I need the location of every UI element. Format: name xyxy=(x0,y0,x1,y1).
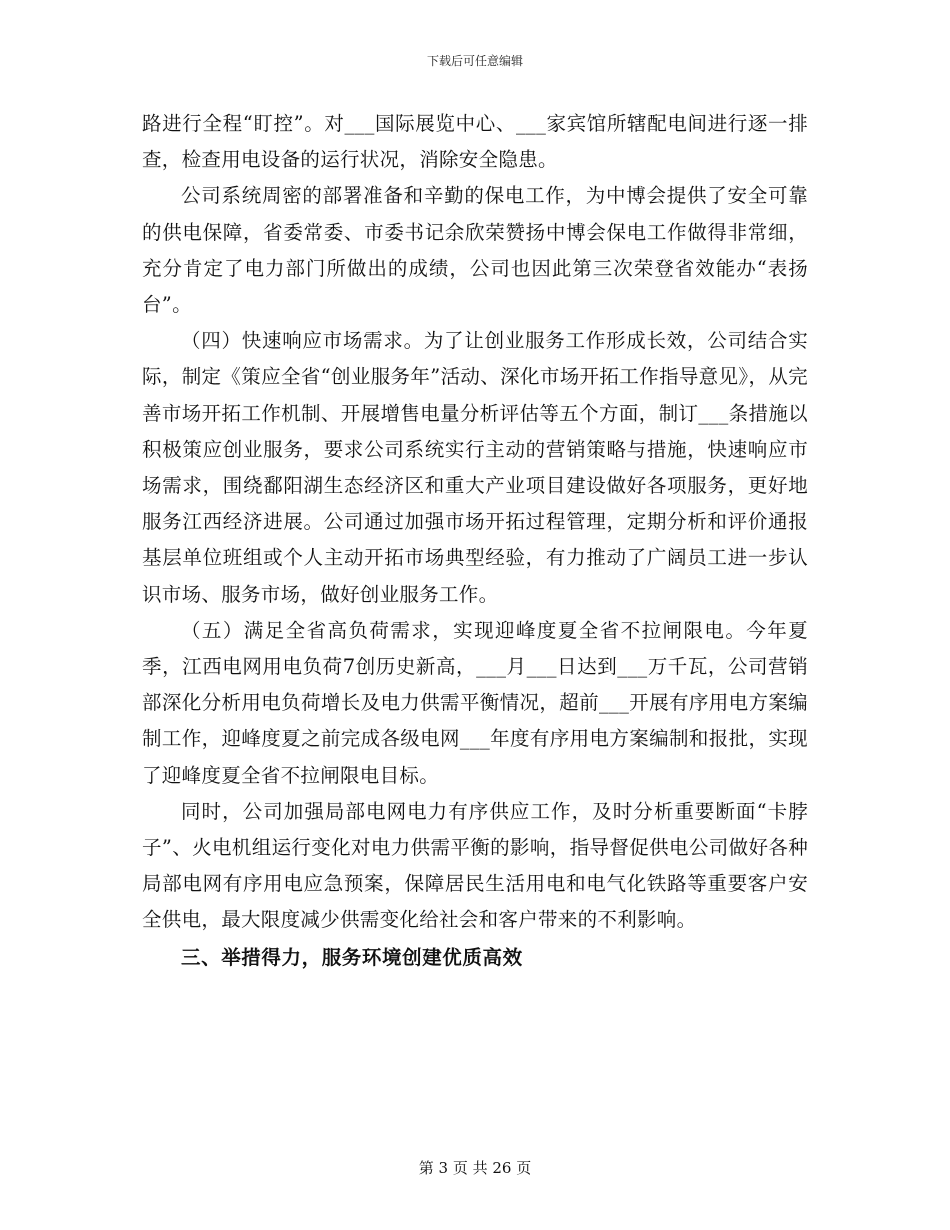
paragraph-market-demand: （四）快速响应市场需求。为了让创业服务工作形成长效，公司结合实际，制定《策应全省“创业服务年”活动、深化市场开拓工作指导意见》，从完善市场开拓工作机制、开展增售电量分析评估等五个方面，制订___条措施以积极策应创业服务，要求公司系统实行主动的营销策略与措施，快速响应市场需求，围绕鄱阳湖生态经济区和重大产业项目建设做好各项服务，更好地服务江西经济进展。公司通过加强市场开拓过程管理，定期分析和评价通报基层单位班组或个人主动开拓市场典型经验，有力推动了广阔员工进一步认识市场、服务市场，做好创业服务工作。 xyxy=(142,329,808,606)
paragraph-orderly-supply: 同时，公司加强局部电网电力有序供应工作，及时分析重要断面“卡脖子”、火电机组运行变化对电力供需平衡的影响，指导督促供电公司做好各种局部电网有序用电应急预案，保障居民生活用电和电气化铁路等重要客户安全供电，最大限度减少供需变化给社会和客户带来的不利影响。 xyxy=(142,799,808,932)
document-body xyxy=(142,106,808,976)
page-footer: 第 3 页 共 26 页 xyxy=(418,1159,532,1177)
section-heading: 三、举措得力，服务环境创建优质高效 xyxy=(181,945,523,969)
paragraph-continuation: 路进行全程“盯控”。对___国际展览中心、___家宾馆所辖配电间进行逐一排查，检查用电设备的运行状况，消除安全隐患。 xyxy=(142,112,808,172)
page-header: 下载后可任意编辑 xyxy=(426,54,523,68)
paragraph-peak-load: （五）满足全省高负荷需求，实现迎峰度夏全省不拉闸限电。今年夏季，江西电网用电负荷7创历史新高，___月___日达到___万千瓦，公司营销部深化分析用电负荷增长及电力供需平衡情况，超前___开展有序用电方案编制工作，迎峰度夏之前完成各级电网___年度有序用电方案编制和报批，实现了迎峰度夏全省不拉闸限电目标。 xyxy=(142,618,808,787)
paragraph-expo-power-support: 公司系统周密的部署准备和辛勤的保电工作，为中博会提供了安全可靠的供电保障，省委常委、市委书记余欣荣赞扬中博会保电工作做得非常细，充分肯定了电力部门所做出的成绩，公司也因此第三次荣登省效能办“表扬台”。 xyxy=(142,184,808,317)
